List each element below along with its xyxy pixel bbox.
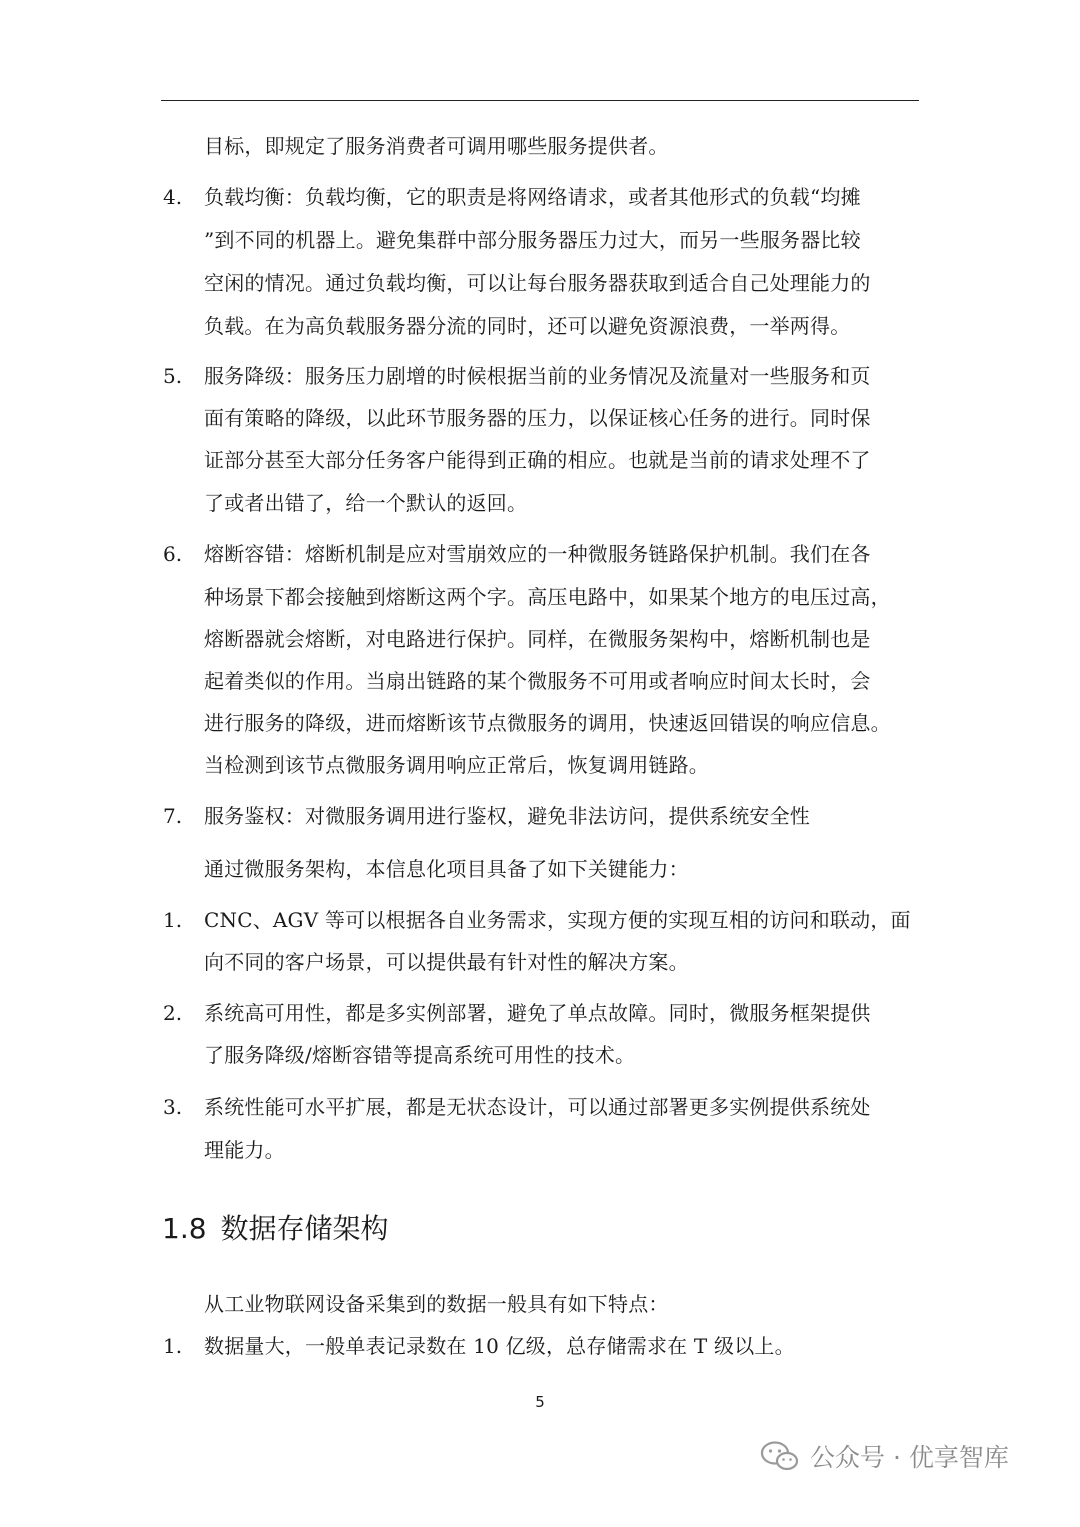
list-item-line: 熔断容错：熔断机制是应对雪崩效应的一种微服务链路保护机制。我们在各 bbox=[204, 542, 871, 566]
list-item-line: 起着类似的作用。当扇出链路的某个微服务不可用或者响应时间太长时，会 bbox=[204, 669, 871, 693]
list-item-line: 了服务降级/熔断容错等提高系统可用性的技术。 bbox=[204, 1043, 636, 1067]
list-item-line: ”到不同的机器上。避免集群中部分服务器压力过大，而另一些服务器比较 bbox=[204, 228, 861, 252]
list-item-number: 4. bbox=[163, 185, 183, 209]
watermark bbox=[760, 1436, 1009, 1476]
list-item-line: 当检测到该节点微服务调用响应正常后，恢复调用链路。 bbox=[204, 753, 709, 777]
list-item-line: 服务降级：服务压力剧增的时候根据当前的业务情况及流量对一些服务和页 bbox=[204, 364, 871, 388]
list-item-number: 6. bbox=[163, 542, 183, 566]
list-item-number: 2. bbox=[163, 1001, 183, 1025]
intro-paragraph: 通过微服务架构，本信息化项目具备了如下关键能力： bbox=[204, 857, 689, 881]
wechat-icon bbox=[760, 1440, 800, 1472]
list-item-number: 1. bbox=[163, 908, 183, 932]
section-title: 数据存储架构 bbox=[220, 1212, 389, 1245]
list-item-number: 5. bbox=[163, 364, 183, 388]
list-item-line: CNC、AGV 等可以根据各自业务需求，实现方便的实现互相的访问和联动，面 bbox=[204, 908, 911, 932]
page-number: 5 bbox=[535, 1393, 545, 1411]
list-item-line: 负载。在为高负载服务器分流的同时，还可以避免资源浪费，一举两得。 bbox=[204, 314, 851, 338]
list-item-number: 3. bbox=[163, 1095, 183, 1119]
continuation-text: 目标，即规定了服务消费者可调用哪些服务提供者。 bbox=[204, 134, 669, 158]
section-heading bbox=[162, 1209, 389, 1249]
list-item-line: 空闲的情况。通过负载均衡，可以让每台服务器获取到适合自己处理能力的 bbox=[204, 271, 871, 295]
list-item-line: 负载均衡：负载均衡，它的职责是将网络请求，或者其他形式的负载“均摊 bbox=[204, 185, 861, 209]
list-item-line: 系统性能可水平扩展，都是无状态设计，可以通过部署更多实例提供系统处 bbox=[204, 1095, 871, 1119]
list-item-number: 1. bbox=[163, 1334, 183, 1358]
list-item-number: 7. bbox=[163, 804, 183, 828]
watermark-text: 公众号 · 优享智库 bbox=[810, 1443, 1009, 1472]
list-item-line: 熔断器就会熔断，对电路进行保护。同样，在微服务架构中，熔断机制也是 bbox=[204, 627, 871, 651]
list-item-line: 证部分甚至大部分任务客户能得到正确的相应。也就是当前的请求处理不了 bbox=[204, 448, 871, 472]
list-item-line: 了或者出错了，给一个默认的返回。 bbox=[204, 491, 528, 515]
list-item-line: 种场景下都会接触到熔断这两个字。高压电路中，如果某个地方的电压过高， bbox=[204, 585, 891, 609]
section-number: 1.8 bbox=[162, 1212, 207, 1245]
header-rule bbox=[161, 100, 919, 101]
list-item-line: 向不同的客户场景，可以提供最有针对性的解决方案。 bbox=[204, 950, 689, 974]
intro-paragraph: 从工业物联网设备采集到的数据一般具有如下特点： bbox=[204, 1292, 669, 1316]
list-item-line: 数据量大，一般单表记录数在 10 亿级，总存储需求在 T 级以上。 bbox=[204, 1334, 795, 1358]
list-item-line: 理能力。 bbox=[204, 1138, 285, 1162]
list-item-line: 面有策略的降级，以此环节服务器的压力，以保证核心任务的进行。同时保 bbox=[204, 406, 871, 430]
list-item-line: 服务鉴权：对微服务调用进行鉴权，避免非法访问，提供系统安全性 bbox=[204, 804, 810, 828]
list-item-line: 系统高可用性，都是多实例部署，避免了单点故障。同时，微服务框架提供 bbox=[204, 1001, 871, 1025]
list-item-line: 进行服务的降级，进而熔断该节点微服务的调用，快速返回错误的响应信息。 bbox=[204, 711, 891, 735]
